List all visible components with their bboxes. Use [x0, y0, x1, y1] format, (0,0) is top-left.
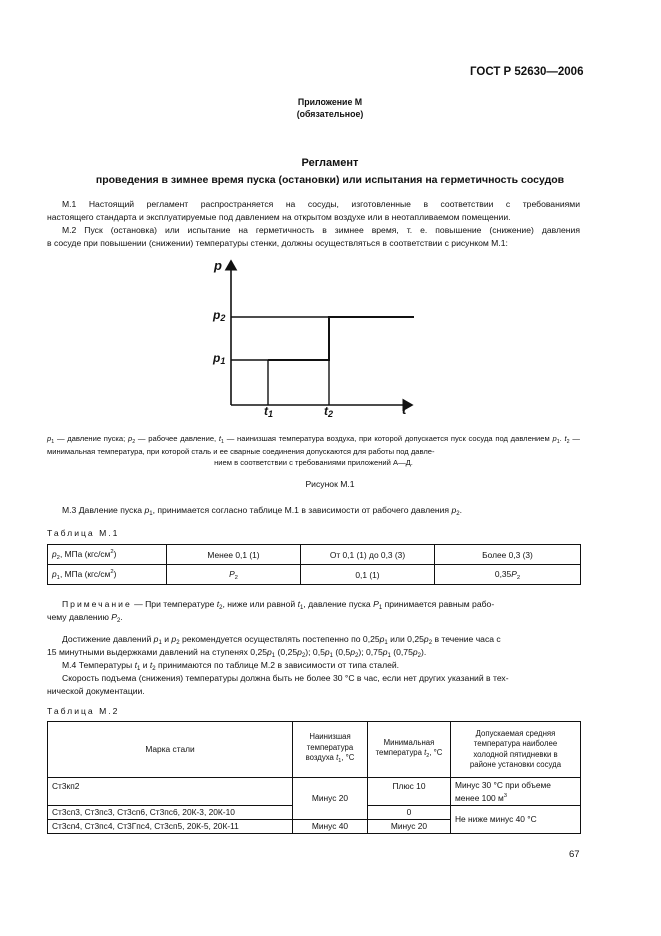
- paragraph-m4: М.4 Температуры $t_1$ и $t_2$ принимаются по таблице М.2 в зависимости от типа сталей.: [62, 660, 400, 672]
- table-row: [48, 545, 581, 565]
- table2-r2-t2: 0: [368, 806, 451, 820]
- pressure-step-curve-2: [268, 317, 414, 360]
- t2-mark-label: $t_2$: [324, 404, 334, 419]
- table-m2: [47, 721, 581, 834]
- table-row: [48, 722, 581, 778]
- table1-label: Таблица М.1: [47, 528, 120, 538]
- table2-header-t1: Наинизшая температура воздуха $t_1$, °С: [293, 722, 368, 778]
- table2-r23-avg: Не ниже минус 40 °С: [451, 806, 581, 834]
- p1-level-label: $p_1$: [213, 351, 226, 366]
- table1-cell: 0,1 (1): [301, 565, 435, 585]
- speed-line2: нической документации.: [47, 686, 145, 696]
- table-m1: [47, 544, 581, 585]
- table1-row1-head: $p_2$, МПа $(кгс/см^2)$: [48, 545, 167, 565]
- table2-header-t2: Минимальная температура $t_2$, °С: [368, 722, 451, 778]
- table-row: [48, 778, 581, 806]
- t1-mark-label: $t_1$: [264, 404, 274, 419]
- table2-r12-t1: Минус 20: [293, 778, 368, 820]
- table2-r1-avg: Минус 30 °С при объеме менее 100 $м^3$: [451, 778, 581, 806]
- table1-cell: $P_2$: [167, 565, 301, 585]
- paragraph-m2-line2: в сосуде при повышении (снижении) температуры стенки, должны осуществляться в соответствии с рисунком М.1:: [47, 238, 508, 248]
- table2-label: Таблица М.2: [47, 706, 120, 716]
- note-line2: чему давлению $P_2$.: [47, 612, 123, 624]
- table1-cell: От 0,1 (1) до 0,3 (3): [301, 545, 435, 565]
- page-number: 67: [569, 849, 580, 860]
- figure-pressure-diagram: [200, 255, 430, 425]
- table2-header-grade: Марка стали: [48, 722, 293, 778]
- speed-line1: Скорость подъема (снижения) температуры должна быть не более 30 °С в час, если нет других указаний в тех-: [62, 673, 509, 683]
- document-code: ГОСТ Р 52630—2006: [470, 66, 584, 78]
- pressure-step-curve: [231, 360, 268, 405]
- pressure-paragraph-line1: Достижение давлений $p_1$ и $p_2$ рекомендуется осуществлять постепенно по $0,25p_1$ или $0,25p_2$ в течение часа с: [62, 634, 501, 646]
- table-row: [48, 565, 581, 585]
- axis-p-label: p: [214, 258, 222, 273]
- heading-line-1: Регламент: [301, 157, 359, 169]
- appendix-title: Приложение М: [297, 97, 363, 107]
- paragraph-m1-line2: настоящего стандарта и эксплуатируемые под давлением на открытом воздухе или в неотапливаемом помещении.: [47, 212, 511, 222]
- table2-r1-t2: Плюс 10: [368, 778, 451, 806]
- table2-r3-t2: Минус 20: [368, 820, 451, 834]
- table1-cell: Менее 0,1 (1): [167, 545, 301, 565]
- table1-cell: $0,35P_2$: [435, 565, 581, 585]
- table1-row2-head: $p_1$, МПа $(кгс/см^2)$: [48, 565, 167, 585]
- table2-r3-t1: Минус 40: [293, 820, 368, 834]
- heading-line-2: проведения в зимнее время пуска (остановки) или испытания на герметичность сосудов: [95, 174, 565, 186]
- table2-r1-grade: Ст3кп2: [48, 778, 293, 806]
- table2-r2-grade: Ст3сп3, Ст3пс3, Ст3сп6, Ст3пс6, 20К-3, 20К-10: [48, 806, 293, 820]
- paragraph-m2-line1: М.2 Пуск (остановка) или испытание на герметичность в зимнее время, т. е. повышение (снижение) давления: [62, 225, 580, 235]
- figure-title: Рисунок М.1: [305, 479, 355, 489]
- note-line1: Примечание — При температуре $t_2$, ниже или равной $t_1$, давление пуска $P_1$ принимается равным рабо-: [62, 599, 495, 611]
- figure-caption: $p_1$ — давление пуска; $p_2$ — рабочее давление, $t_1$ — наинизшая температура воздуха, при которой допускается пуск сосуда под давлением $p_1$. $t_2$ — минимальная температура, при которой сталь и ее сварные соединения допускаются для работы под давле- нием в соответствии с требованиями приложений А—Д.: [47, 434, 580, 467]
- appendix-subtitle: (обязательное): [296, 109, 364, 119]
- table1-cell: Более 0,3 (3): [435, 545, 581, 565]
- axis-t-label: t: [402, 402, 407, 417]
- table2-header-avg: Допускаемая средняя температура наиболее холодной пятидневки в районе установки сосуда: [451, 722, 581, 778]
- paragraph-m3: М.3 Давление пуска $p_1$, принимается согласно таблице М.1 в зависимости от рабочего давления $p_2$.: [62, 505, 462, 517]
- table2-r3-grade: Ст3сп4, Ст3пс4, Ст3Гпс4, Ст3сп5, 20К-5, 20К-11: [48, 820, 293, 834]
- p2-level-label: $p_2$: [213, 308, 226, 323]
- paragraph-m1-line1: М.1 Настоящий регламент распространяется на сосуды, изготовленные в соответствии с требованиями: [62, 199, 580, 209]
- pressure-paragraph-line2: 15 минутными выдержками давлений на ступенях $0,25p_1$ $(0,25p_2)$; $0,5p_1$ $(0,5p_2)$; $0,75p_1$ $(0,75p_2)$.: [47, 647, 427, 659]
